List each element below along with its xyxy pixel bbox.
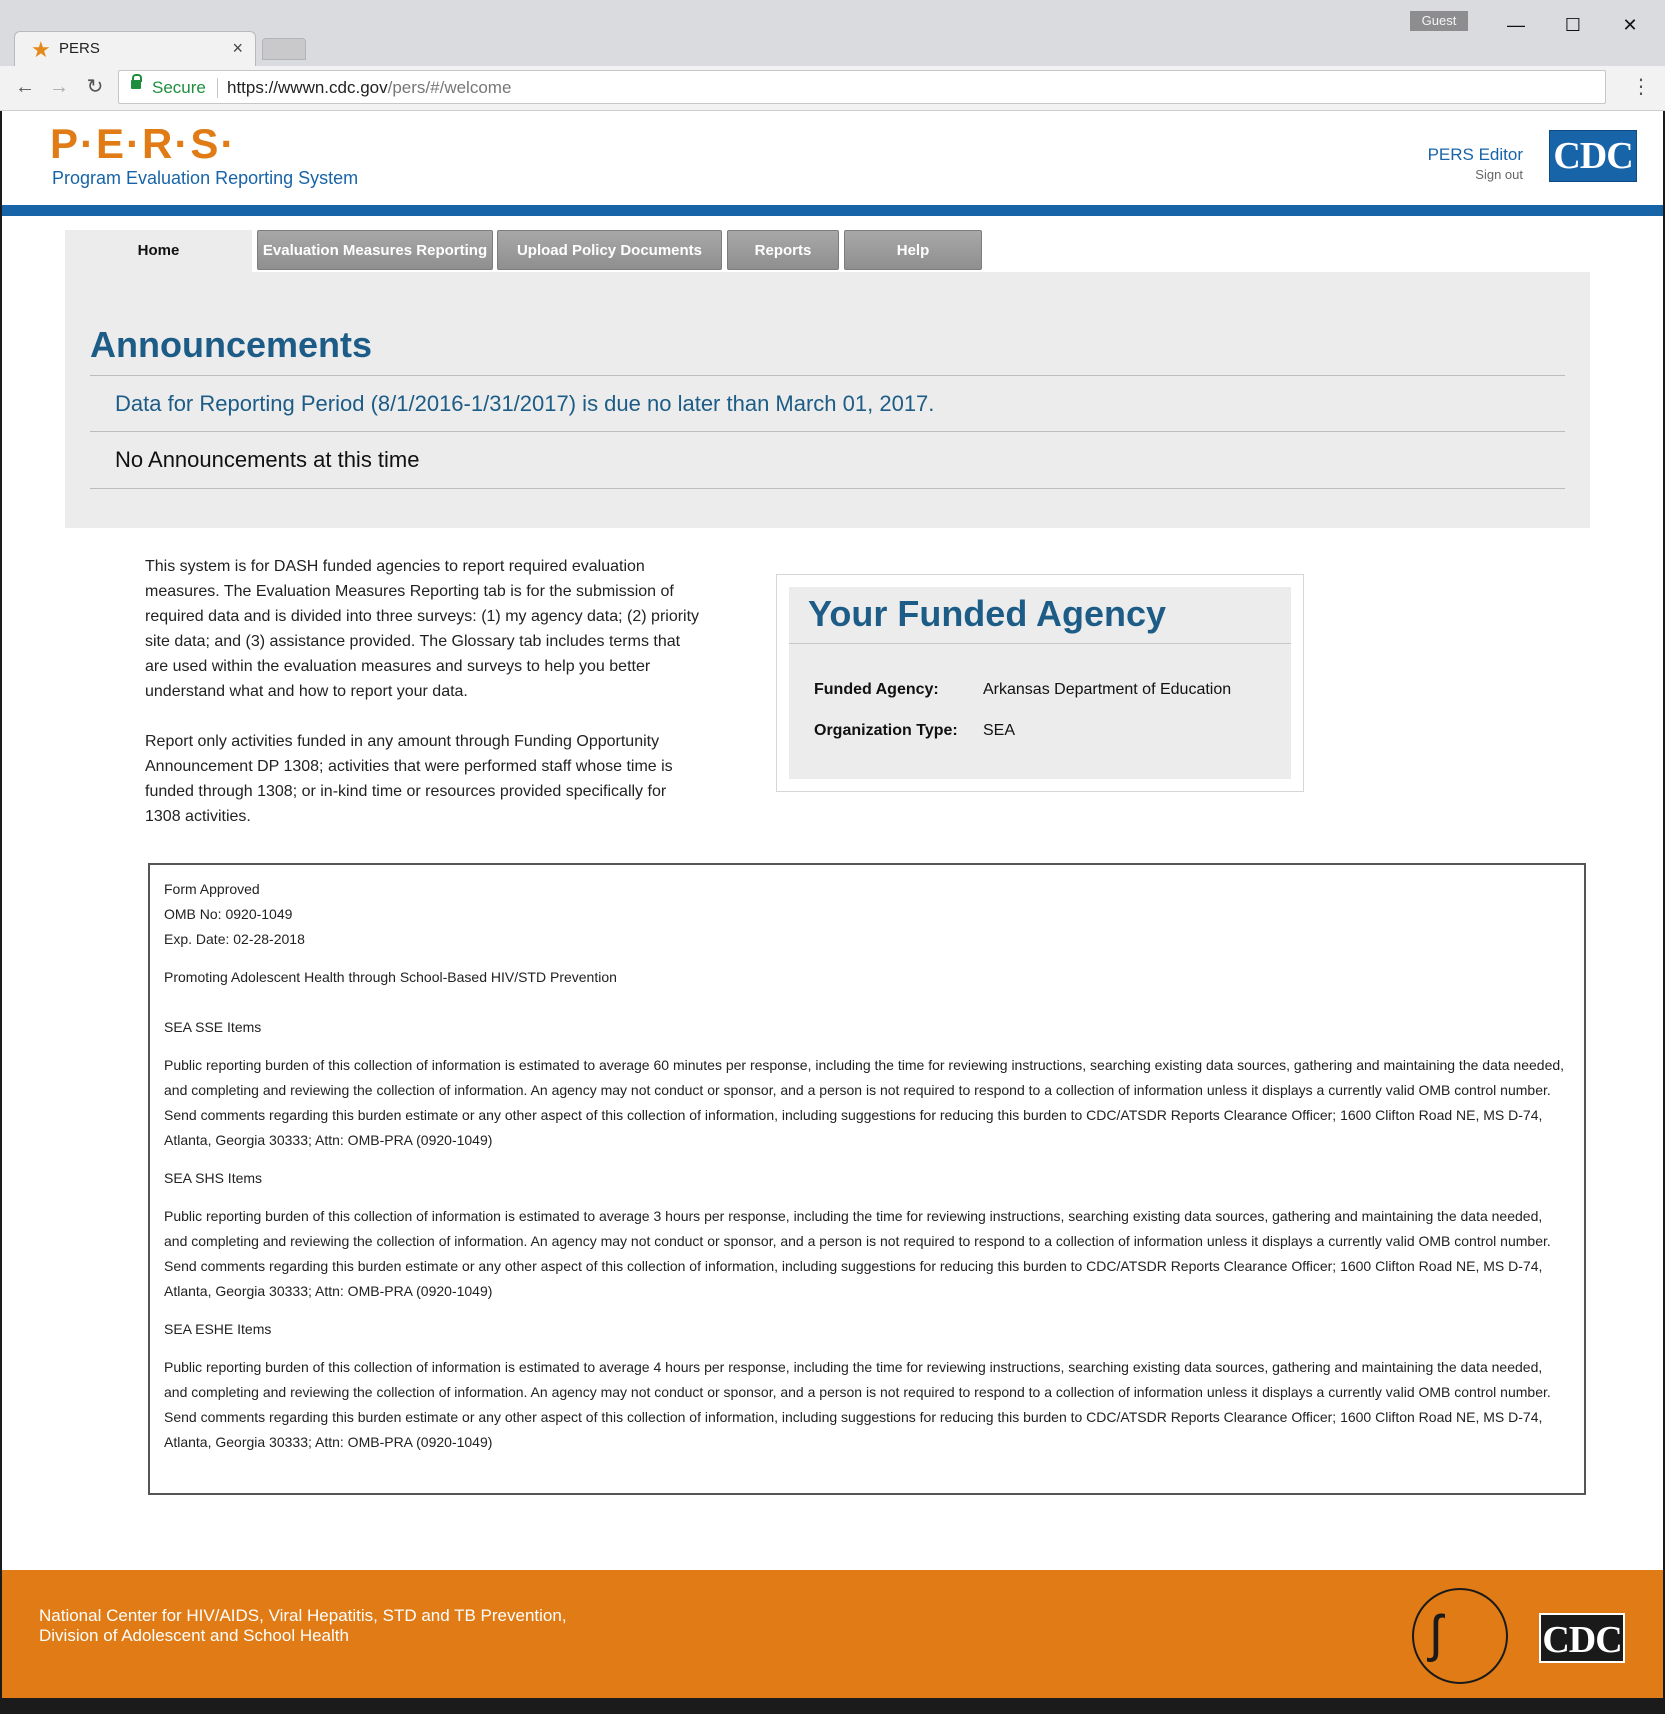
- form-approved-text: Form Approved: [164, 881, 260, 897]
- footer-text: [39, 1606, 567, 1646]
- intro-paragraph: This system is for DASH funded agencies to report required evaluation measures. The Evaluation Measures Reporting tab is for the submission of required data and is divided into three surveys: (1) my agency data; (2) priority site data; and (3) assistance provided. The Glossary tab includes terms that are used within the evaluation measures and surveys to help you better understand what and how to report your data.: [145, 558, 700, 700]
- section-heading: SEA SHS Items: [164, 1170, 263, 1186]
- url-path: /pers/#/welcome: [387, 78, 512, 97]
- browser-tab-title: PERS: [59, 40, 100, 57]
- cdc-logo[interactable]: CDC: [1549, 130, 1637, 182]
- browser-menu-icon[interactable]: ⋮: [1631, 76, 1651, 98]
- section-heading: SEA ESHE Items: [164, 1321, 272, 1337]
- funded-agency-panel: [789, 587, 1291, 779]
- site-header: [2, 111, 1663, 205]
- browser-tab[interactable]: [14, 31, 256, 68]
- divider: [90, 431, 1565, 432]
- burden-paragraph: Public reporting burden of this collection of information is estimated to average 3 hours per response, including the time for reviewing instructions, searching existing data sources, gathering and maintaining the data needed, and completing and reviewing the collection of information. An agency may not conduct or sponsor, and a person is not required to respond to a collection of information unless it displays a currently valid OMB control number. Send comments regarding this burden estimate or any other aspect of this collection of information, including suggestions for reducing this burden to CDC/ATSDR Reports Clearance Officer; 1600 Clifton Road NE, MS D-74, Atlanta, Georgia 30333; Attn: OMB-PRA (0920-1049): [164, 1208, 1551, 1299]
- footer-cdc-logo[interactable]: CDC: [1539, 1613, 1625, 1663]
- expiration-date-text: Exp. Date: 02-28-2018: [164, 931, 305, 947]
- close-window-button[interactable]: ✕: [1622, 15, 1638, 35]
- organization-type-value: SEA: [983, 722, 1016, 739]
- browser-tabstrip: [0, 0, 1665, 66]
- program-title-text: Promoting Adolescent Health through School-Based HIV/STD Prevention: [164, 969, 617, 985]
- sign-out-link[interactable]: Sign out: [1475, 167, 1523, 182]
- funded-agency-card: [776, 574, 1304, 792]
- tab-help[interactable]: Help: [844, 230, 982, 270]
- footer-line: Division of Adolescent and School Health: [39, 1626, 349, 1645]
- omb-text: [164, 877, 1569, 1455]
- divider: [90, 375, 1565, 376]
- omb-number-text: OMB No: 0920-1049: [164, 906, 293, 922]
- new-tab-button[interactable]: [262, 38, 306, 60]
- address-bar[interactable]: [118, 70, 1606, 104]
- pers-logo-subtitle: Program Evaluation Reporting System: [52, 168, 359, 188]
- burden-paragraph: Public reporting burden of this collection of information is estimated to average 60 minutes per response, including the time for reviewing instructions, searching existing data sources, gathering and maintaining the data needed, and completing and reviewing the collection of information. An agency may not conduct or sponsor, and a person is not required to respond to a collection of information unless it displays a currently valid OMB control number. Send comments regarding this burden estimate or any other aspect of this collection of information, including suggestions for reducing this burden to CDC/ATSDR Reports Clearance Officer; 1600 Clifton Road NE, MS D-74, Atlanta, Georgia 30333; Attn: OMB-PRA (0920-1049): [164, 1057, 1565, 1148]
- minimize-button[interactable]: —: [1507, 15, 1525, 35]
- header-divider-bar: [2, 205, 1663, 216]
- secure-label: Secure: [152, 78, 206, 97]
- url-host: https://wwwn.cdc.gov: [227, 78, 388, 97]
- funded-agency-title: Your Funded Agency: [808, 593, 1167, 634]
- tab-upload-policy-documents[interactable]: Upload Policy Documents: [497, 230, 722, 270]
- guest-profile-badge[interactable]: Guest: [1410, 11, 1468, 31]
- forward-arrow-icon[interactable]: →: [49, 76, 69, 98]
- intro-paragraph: Report only activities funded in any amount through Funding Opportunity Announcement DP 1308; activities that were performed staff whose time is funded through 1308; or in-kind time or resources provided specifically for 1308 activities.: [145, 733, 673, 825]
- window-bottom-edge: [0, 1698, 1665, 1714]
- announcement-empty-text: No Announcements at this time: [115, 447, 420, 472]
- back-arrow-icon[interactable]: ←: [15, 76, 35, 98]
- funded-agency-label: Funded Agency:: [814, 681, 939, 698]
- funded-agency-value: Arkansas Department of Education: [983, 681, 1232, 698]
- url-text[interactable]: [227, 78, 511, 98]
- section-heading: SEA SSE Items: [164, 1019, 262, 1035]
- tab-close-icon[interactable]: ×: [232, 38, 243, 58]
- star-favicon-icon: ★: [31, 37, 51, 62]
- user-role-link[interactable]: PERS Editor: [1427, 145, 1523, 164]
- intro-text: [145, 554, 705, 854]
- tab-evaluation-measures-reporting[interactable]: Evaluation Measures Reporting: [257, 230, 493, 270]
- pers-logo[interactable]: P·E·R·S·: [50, 120, 237, 167]
- address-separator: [217, 78, 218, 98]
- eagle-icon: ʃ: [1430, 1605, 1442, 1663]
- divider: [789, 643, 1291, 644]
- announcement-due-notice: Data for Reporting Period (8/1/2016-1/31/2017) is due no later than March 01, 2017.: [115, 391, 935, 416]
- divider: [90, 488, 1565, 489]
- footer-line: National Center for HIV/AIDS, Viral Hepatitis, STD and TB Prevention,: [39, 1606, 567, 1625]
- tab-reports[interactable]: Reports: [727, 230, 839, 270]
- reload-icon[interactable]: ↻: [86, 76, 104, 98]
- tab-home[interactable]: Home: [65, 230, 252, 272]
- announcements-title: Announcements: [90, 324, 373, 365]
- maximize-button[interactable]: ☐: [1564, 15, 1582, 35]
- lock-icon: [131, 80, 141, 89]
- announcements-panel: [65, 272, 1590, 528]
- burden-paragraph: Public reporting burden of this collection of information is estimated to average 4 hours per response, including the time for reviewing instructions, searching existing data sources, gathering and maintaining the data needed, and completing and reviewing the collection of information. An agency may not conduct or sponsor, and a person is not required to respond to a collection of information unless it displays a currently valid OMB control number. Send comments regarding this burden estimate or any other aspect of this collection of information, including suggestions for reducing this burden to CDC/ATSDR Reports Clearance Officer; 1600 Clifton Road NE, MS D-74, Atlanta, Georgia 30333; Attn: OMB-PRA (0920-1049): [164, 1359, 1551, 1450]
- omb-burden-statement: [148, 863, 1586, 1495]
- browser-toolbar: [0, 66, 1665, 111]
- organization-type-label: Organization Type:: [814, 722, 958, 739]
- hhs-seal-icon[interactable]: [1412, 1588, 1508, 1684]
- site-footer: [2, 1570, 1663, 1698]
